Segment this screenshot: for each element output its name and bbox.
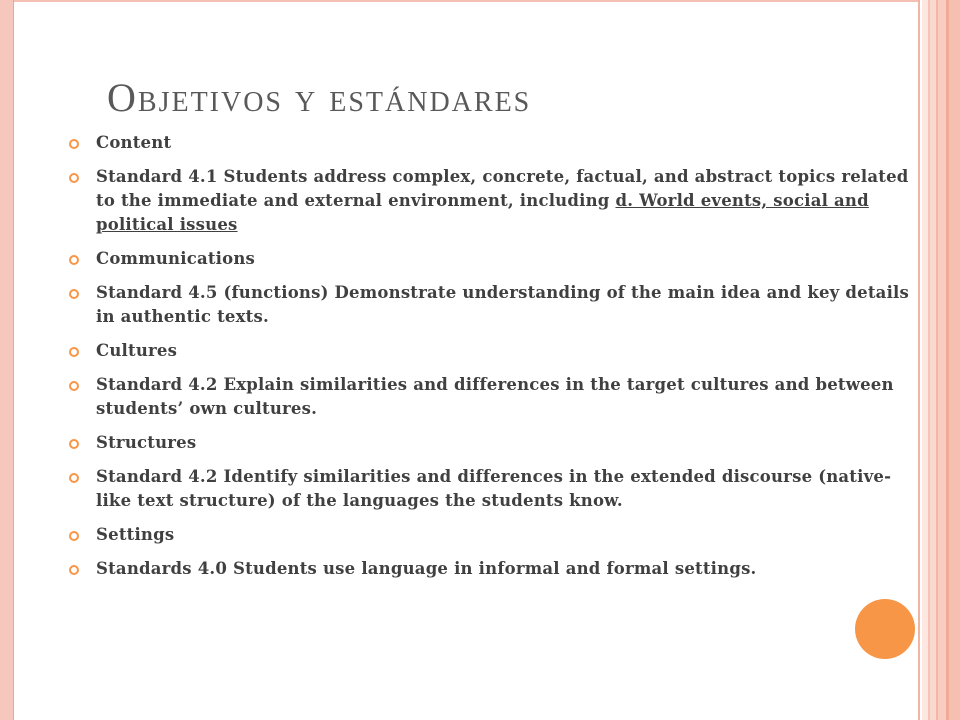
list-item-standard-4-1 — [64, 165, 914, 237]
bullet-icon — [69, 381, 79, 391]
left-border-line — [13, 0, 14, 720]
bullet-icon — [69, 139, 79, 149]
list-item-communications — [64, 247, 914, 271]
bullet-icon — [69, 173, 79, 183]
slide-title: Objetivos y estándares — [107, 75, 532, 120]
bullet-icon — [69, 289, 79, 299]
list-item-text: Standard 4.5 (functions) Demonstrate understanding of the main idea and key details in authentic texts. — [96, 283, 909, 326]
top-border — [14, 0, 918, 2]
bullet-list — [64, 131, 914, 591]
list-item-text: Communications — [96, 249, 256, 268]
list-item-content — [64, 131, 914, 155]
list-item-settings — [64, 523, 914, 547]
right-border-line — [918, 0, 920, 720]
list-item-standard-4-5 — [64, 281, 914, 329]
world-events-link[interactable]: d. World events, social and political issues — [96, 191, 869, 234]
list-item-text: Cultures — [96, 341, 178, 360]
list-item-standard-4-2-structures — [64, 465, 914, 513]
left-border — [0, 0, 13, 720]
list-item-cultures — [64, 339, 914, 363]
bullet-icon — [69, 565, 79, 575]
list-item-text: Structures — [96, 433, 197, 452]
decorative-orange-circle — [855, 599, 915, 659]
right-decorative-stripes — [922, 0, 960, 720]
bullet-icon — [69, 255, 79, 265]
list-item-text: Standard 4.2 Explain similarities and differences in the target cultures and between students’ own cultures. — [96, 375, 894, 418]
list-item-text: Settings — [96, 525, 175, 544]
list-item-standard-4-2-cultures — [64, 373, 914, 421]
bullet-icon — [69, 531, 79, 541]
bullet-icon — [69, 473, 79, 483]
list-item-text: Standard 4.2 Identify similarities and differences in the extended discourse (native-like text structure) of the languages the students know. — [96, 467, 892, 510]
list-item-standards-4-0 — [64, 557, 914, 581]
list-item-text: Standards 4.0 Students use language in informal and formal settings. — [96, 559, 757, 578]
list-item-text: Standard 4.1 Students address complex, concrete, factual, and abstract topics related to the immediate and external environment, including — [96, 167, 909, 210]
bullet-icon — [69, 439, 79, 449]
bullet-icon — [69, 347, 79, 357]
list-item-text: Content — [96, 133, 172, 152]
list-item-structures — [64, 431, 914, 455]
